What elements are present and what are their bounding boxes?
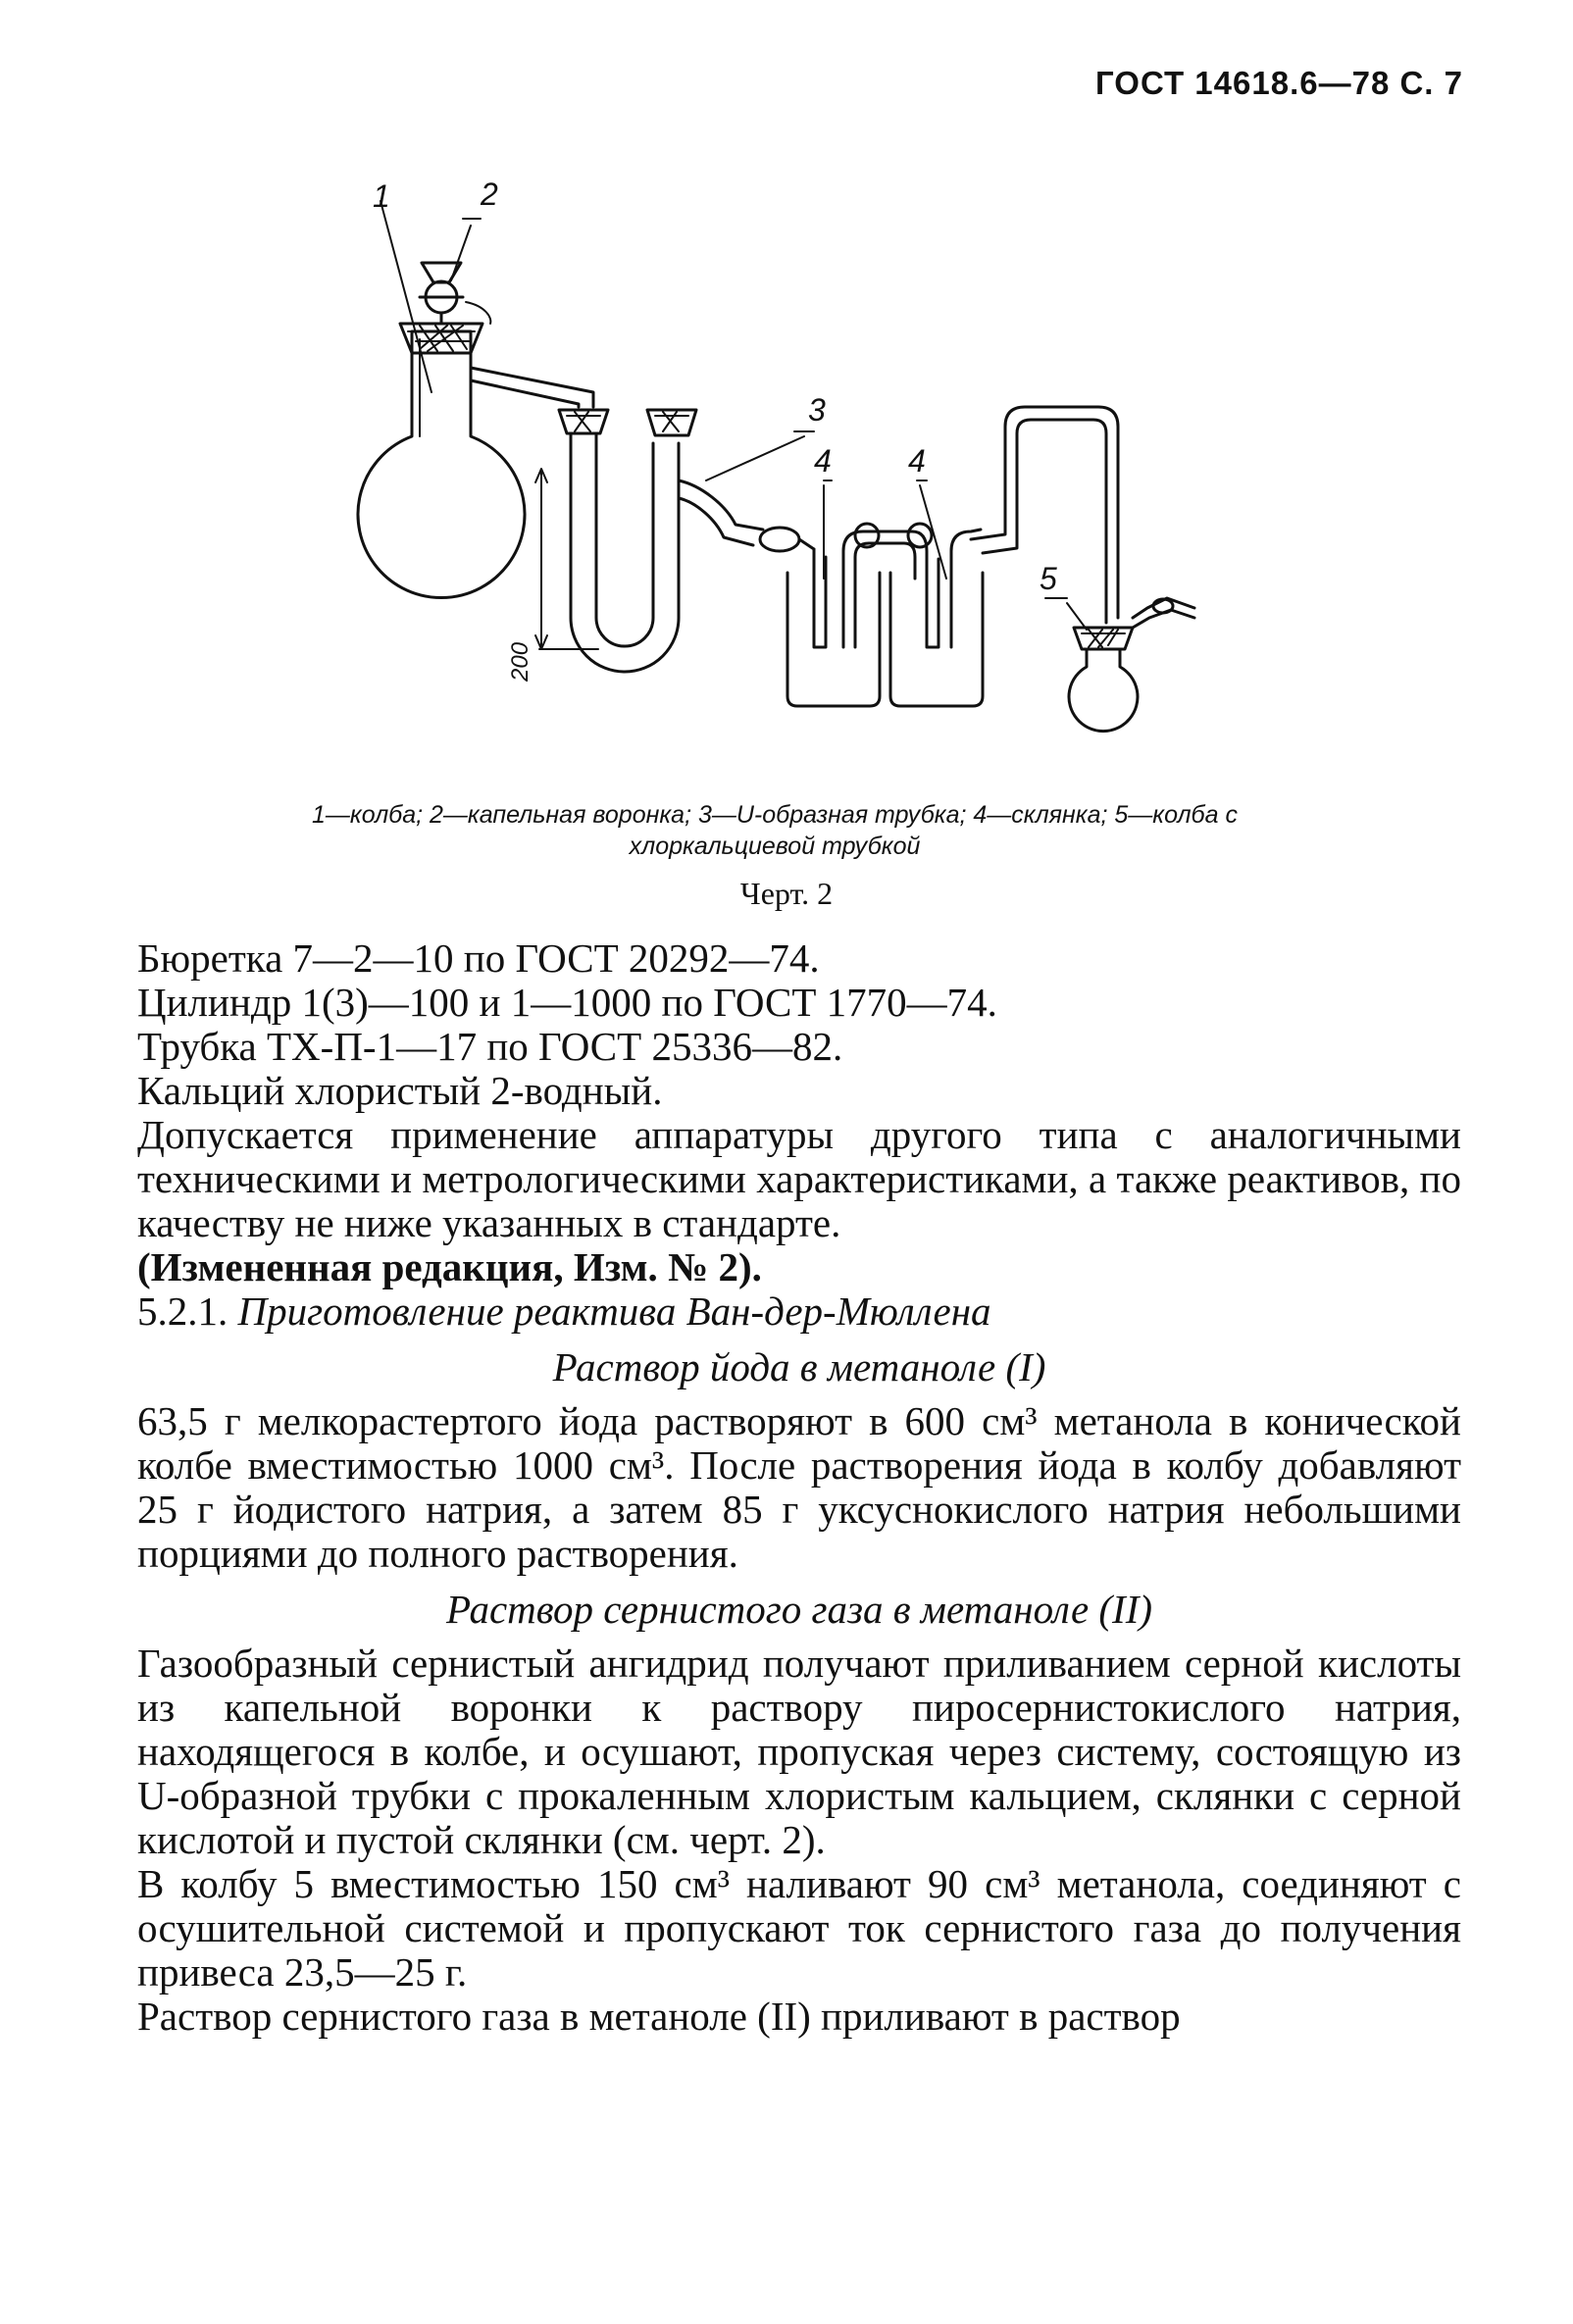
section-heading [137,1289,1461,1334]
u-tube-3 [559,410,814,672]
solution1-text: 63,5 г мелкорастертого йода растворяют в 600 см³ метанола в конической колбе вместимостью 1000 см³. После растворения йода в колбу добавляют 25 г йодистого натрия, а затем 85 г уксуснокислого натрия небольшими порциями до полного растворения. [137,1398,1461,1576]
solution2-text3: Раствор сернистого газа в метаноле (II) приливают в раствор [137,1994,1181,2039]
dropping-funnel-2 [420,219,490,324]
flask-5 [1045,598,1194,732]
solution2-text: Газообразный сернистый ангидрид получают приливанием серной кислоты из капельной воронки к раствору пиросернистокислого натрия, находящегося в колбе, и осушают, пропуская через систему, состоящую из U-образной трубки с прокаленным хлористым кальцием, склянки с серной кислотой и пустой склянки (см. черт. 2). [137,1641,1461,1862]
figure-label-2: 2 [481,177,498,212]
section-number: 5.2.1. [137,1288,228,1334]
figure-label-1: 1 [373,178,390,214]
amendment-note: (Измененная редакция, Изм. № 2). [137,1244,762,1289]
section-title: Приготовление реактива Ван-дер-Мюллена [237,1288,991,1334]
jar-4a [787,480,880,706]
jar-4b [890,480,983,706]
figure-caption: 1—колба; 2—капельная воронка; 3—U-образная трубка; 4—склянка; 5—колба с хлоркальциевой трубкой [312,801,1238,860]
side-arm [471,368,593,407]
figure-label-4a-visible: 4 [814,443,832,479]
allowance-paragraph: Допускается применение аппаратуры другого типа с аналогичными техническими и метрологическими характеристиками, а также реактивов, по качеству не ниже указанных в стандарте. [137,1112,1461,1245]
equipment-item: Трубка ТХ-П-1—17 по ГОСТ 25336—82. [137,1024,843,1069]
equipment-item: Бюретка 7—2—10 по ГОСТ 20292—74. [137,935,820,981]
apparatus-drawing [314,186,1236,755]
equipment-item: Кальций хлористый 2-водный. [137,1068,663,1113]
solution2-text2: В колбу 5 вместимостью 150 см³ наливают 90 см³ метанола, соединяют с осушительной системой и пропускают ток сернистого газа до получения привеса 23,5—25 г. [137,1861,1461,1995]
figure-label-5: 5 [1040,561,1057,596]
figure-label-3: 3 [808,392,826,428]
dimension-label: 200 [507,641,533,682]
flask-1 [358,201,525,598]
document-body [137,936,1461,2039]
figure-label-4b: 4 [908,443,926,479]
solution1-title: Раствор йода в метаноле (I) [552,1344,1046,1389]
figure-title: Черт. 2 [739,876,834,911]
solution2-title: Раствор сернистого газа в метаноле (II) [445,1587,1153,1632]
apparatus-figure [314,177,1236,755]
equipment-item: Цилиндр 1(3)—100 и 1—1000 по ГОСТ 1770—74. [137,980,997,1025]
page-header: ГОСТ 14618.6—78 С. 7 [1095,65,1463,101]
dimension-200 [535,469,598,649]
